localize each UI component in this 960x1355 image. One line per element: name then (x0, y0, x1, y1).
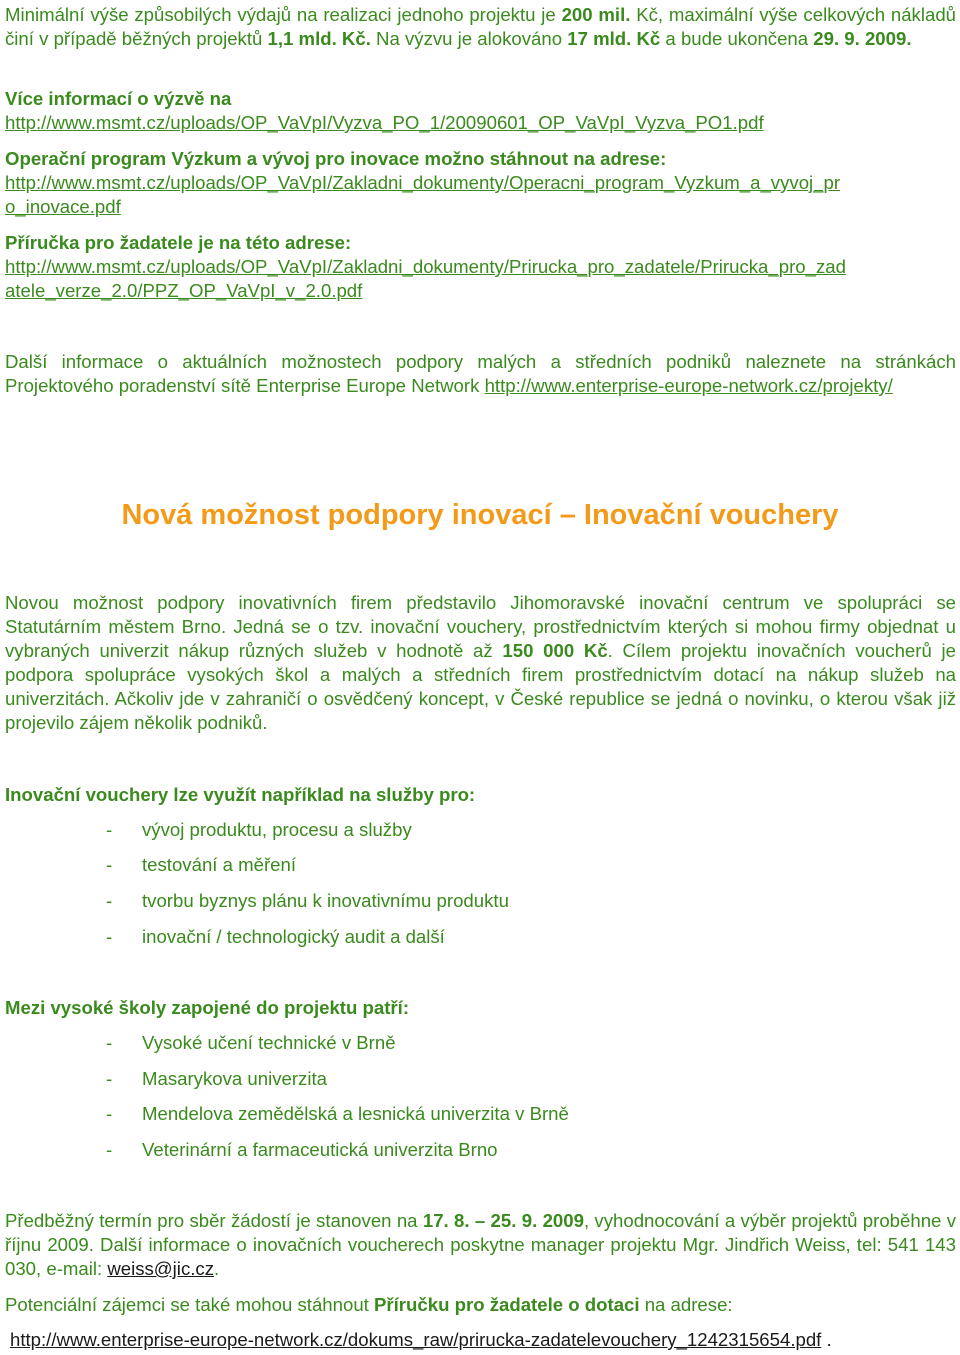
download-paragraph (5, 1293, 956, 1317)
allocation: 17 mld. Kč (567, 28, 661, 49)
intro-text: Minimální výše způsobilých výdajů na realizaci jednoho projektu je (5, 4, 562, 25)
vouchers-text: Novou možnost podpory inovativních firem představilo Jihomoravské inovační centrum ve spolupráci se Statutárním městem Brno. Jedná se o tzv. inovační vouchery, prostřednictvím kterých si mohou firmy objednat u vybraných univerzit nákup různých služeb v hodnotě až (5, 592, 956, 661)
download-text: na adrese: (639, 1294, 733, 1315)
list-item: - Mendelova zemědělská a lesnická univerzita v Brně (106, 1103, 569, 1124)
download-text: Potenciální zájemci se také mohou stáhnout (5, 1294, 374, 1315)
universities-heading: Mezi vysoké školy zapojené do projektu patří: (5, 997, 410, 1018)
list-item: - tvorbu byznys plánu k inovativnímu produktu (106, 890, 509, 911)
enterprise-paragraph (5, 350, 956, 398)
intro-text: Na výzvu je alokováno (370, 28, 568, 49)
intro-text: a bude ukončena (660, 28, 814, 49)
deadline-paragraph: Předběžný termín pro sběr žádostí je stanoven na 17. 8. – 25. 9. 2009, vyhodnocování a výběr projektů proběhne v říjnu 2009. Další informace o inovačních voucherech poskytne manager projektu Mgr. Jindřich Weiss, tel: 541 143 030, e-mail: weiss@jic.cz. (5, 1210, 957, 1279)
email-link[interactable]: weiss@jic.cz (107, 1258, 214, 1279)
more-info-link-row (5, 111, 956, 135)
op-program-link[interactable]: http://www.msmt.cz/uploads/OP_VaVpI/Zakladni_dokumenty/Operacni_program_Vyzkum_a_vyvoj_pr (5, 172, 841, 193)
section-heading: Nová možnost podpory inovací – Inovační vouchery (121, 499, 839, 531)
deadline-text: , vyhodnocování a výběr projektů proběhne v říjnu 2009. Další informace o inovačních voucherech poskytne manager projektu Mgr. Jindřich Weiss, tel: 541 143 030, e-mail: (5, 1210, 957, 1279)
max-cost: 1,1 mld. Kč. (267, 28, 371, 49)
vouchers-paragraph (5, 591, 956, 735)
vouchers-text: . Cílem projektu inovačních voucherů je podpora spolupráce vysokých škol a malých a středních firem prostřednictvím dotací na nákup služeb na univerzitách. Ačkoliv jde v zahraničí o osvědčený koncept, v České republice se jedná o novinku, o kterou však již projevilo zájem několik podniků. (5, 640, 956, 733)
list-item: - testování a měření (106, 854, 296, 875)
enterprise-text: Další informace o aktuálních možnostech podpory malých a středních podniků naleznete na stránkách Projektového poradenství sítě Enterprise Europe Network (5, 351, 956, 396)
op-program-link-cont[interactable]: o_inovace.pdf (5, 196, 121, 217)
intro-text: Kč, maximální výše celkových nákladů činí v případě běžných projektů (5, 4, 956, 49)
deadline-text: Předběžný termín pro sběr žádostí je stanoven na (5, 1210, 423, 1231)
list-item: - Vysoké učení technické v Brně (106, 1032, 396, 1053)
list-item: - inovační / technologický audit a další (106, 926, 445, 947)
more-info-link[interactable]: http://www.msmt.cz/uploads/OP_VaVpI/Vyzva_PO_1/20090601_OP_VaVpI_Vyzva_PO1.pdf (5, 112, 764, 133)
list-item: - vývoj produktu, procesu a služby (106, 819, 412, 840)
handbook-link[interactable]: http://www.msmt.cz/uploads/OP_VaVpI/Zakladni_dokumenty/Prirucka_pro_zadatele/Prirucka_pro_zad (5, 256, 846, 277)
voucher-amount: 150 000 Kč (502, 640, 608, 661)
end-date: 29. 9. 2009. (813, 28, 912, 49)
list-item: - Masarykova univerzita (106, 1068, 327, 1089)
services-heading: Inovační vouchery lze využít například na služby pro: (5, 784, 476, 805)
handbook-link-cont[interactable]: atele_verze_2.0/PPZ_OP_VaVpI_v_2.0.pdf (5, 280, 363, 301)
op-program-label: Operační program Výzkum a vývoj pro inovace možno stáhnout na adrese: (5, 148, 667, 169)
handbook-label: Příručka pro žadatele je na této adrese: (5, 232, 352, 253)
download-link-row: http://www.enterprise-europe-network.cz/dokums_raw/prirucka-zadatelevouchery_1242315654.pdf . (10, 1329, 832, 1350)
min-cost: 200 mil. (561, 4, 631, 25)
enterprise-link[interactable]: http://www.enterprise-europe-network.cz/projekty/ (484, 375, 893, 396)
more-info-label: Více informací o výzvě na (5, 88, 232, 109)
list-item: - Veterinární a farmaceutická univerzita Brno (106, 1139, 498, 1160)
handbook-title: Příručku pro žadatele o dotaci (374, 1294, 640, 1315)
deadline-dates: 17. 8. – 25. 9. 2009 (422, 1210, 584, 1231)
intro-paragraph (5, 3, 956, 51)
download-link[interactable]: http://www.enterprise-europe-network.cz/dokums_raw/prirucka-zadatelevouchery_1242315654.pdf (10, 1329, 822, 1350)
